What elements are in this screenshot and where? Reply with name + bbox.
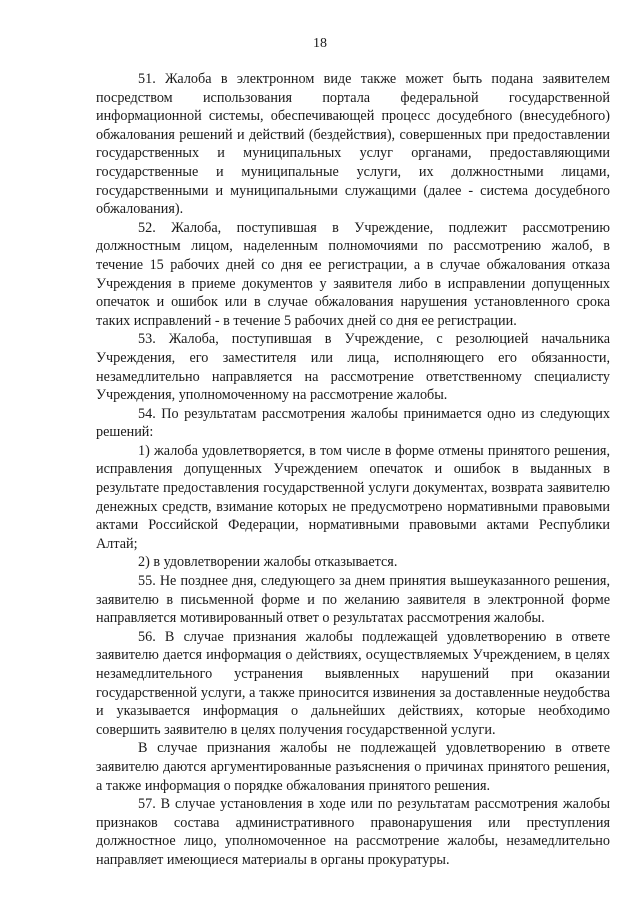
paragraph-56-refusal: В случае признания жалобы не подлежащей удовлетворению в ответе заявителю даются аргументированные разъяснения о причинах принятого решения, а также информация о порядке обжалования принятого решения. [96, 740, 610, 794]
paragraph-53: 53. Жалоба, поступившая в Учреждение, с резолюцией начальника Учреждения, его заместителя или лица, исполняющего его обязанности, незамедлительно направляется на рассмотрение ответственному специалисту Учреждения, уполномоченному на рассмотрение жалобы. [96, 331, 610, 404]
paragraph-55: 55. Не позднее дня, следующего за днем принятия вышеуказанного решения, заявителю в письменной форме и по желанию заявителя в электронной форме направляется мотивированный ответ о результатах рассмотрения жалобы. [96, 573, 610, 627]
page-number: 18 [313, 36, 327, 51]
paragraph-54-item-2: 2) в удовлетворении жалобы отказывается. [138, 554, 398, 571]
paragraph-56: 56. В случае признания жалобы подлежащей удовлетворению в ответе заявителю дается информация о действиях, осуществляемых Учреждением, в целях незамедлительного устранения выявленных нарушений при оказании государственной услуги, а также приносится извинения за доставленные неудобства и указывается информация о дальнейших действиях, которые необходимо совершить заявителю в целях получения государственной услуги. [96, 628, 610, 738]
paragraph-51: 51. Жалоба в электронном виде также может быть подана заявителем посредством использования портала федеральной государственной информационной системы, обеспечивающей процесс досудебного (внесудебного) обжалования решений и действий (бездействия), совершенных при предоставлении государственных и муниципальных услуг органами, предоставляющими государственные и муниципальные услуги, их должностными лицами, государственными и муниципальными служащими (далее - система досудебного обжалования). [96, 71, 610, 218]
paragraph-52: 52. Жалоба, поступившая в Учреждение, подлежит рассмотрению должностным лицом, наделенным полномочиями по рассмотрению жалоб, в течение 15 рабочих дней со дня ее регистрации, а в случае обжалования отказа Учреждения в приеме документов у заявителя либо в исправлении допущенных опечаток и ошибок или в случае обжалования нарушения установленного срока таких исправлений - в течение 5 рабочих дней со дня ее регистрации. [96, 219, 610, 329]
paragraph-54-item-1: 1) жалоба удовлетворяется, в том числе в форме отмены принятого решения, исправления допущенных Учреждением опечаток и ошибок в выданных в результате предоставления государственной услуги документах, возврата заявителю денежных средств, взимание которых не предусмотрено нормативными правовыми актами Российской Федерации, нормативными правовыми актами Республики Алтай; [96, 442, 610, 552]
document-body [96, 70, 610, 870]
paragraph-57: 57. В случае установления в ходе или по результатам рассмотрения жалобы признаков состава административного правонарушения или преступления должностное лицо, уполномоченное на рассмотрение жалобы, незамедлительно направляет имеющиеся материалы в органы прокуратуры. [96, 796, 610, 868]
paragraph-54: 54. По результатам рассмотрения жалобы принимается одно из следующих решений: [96, 405, 610, 441]
